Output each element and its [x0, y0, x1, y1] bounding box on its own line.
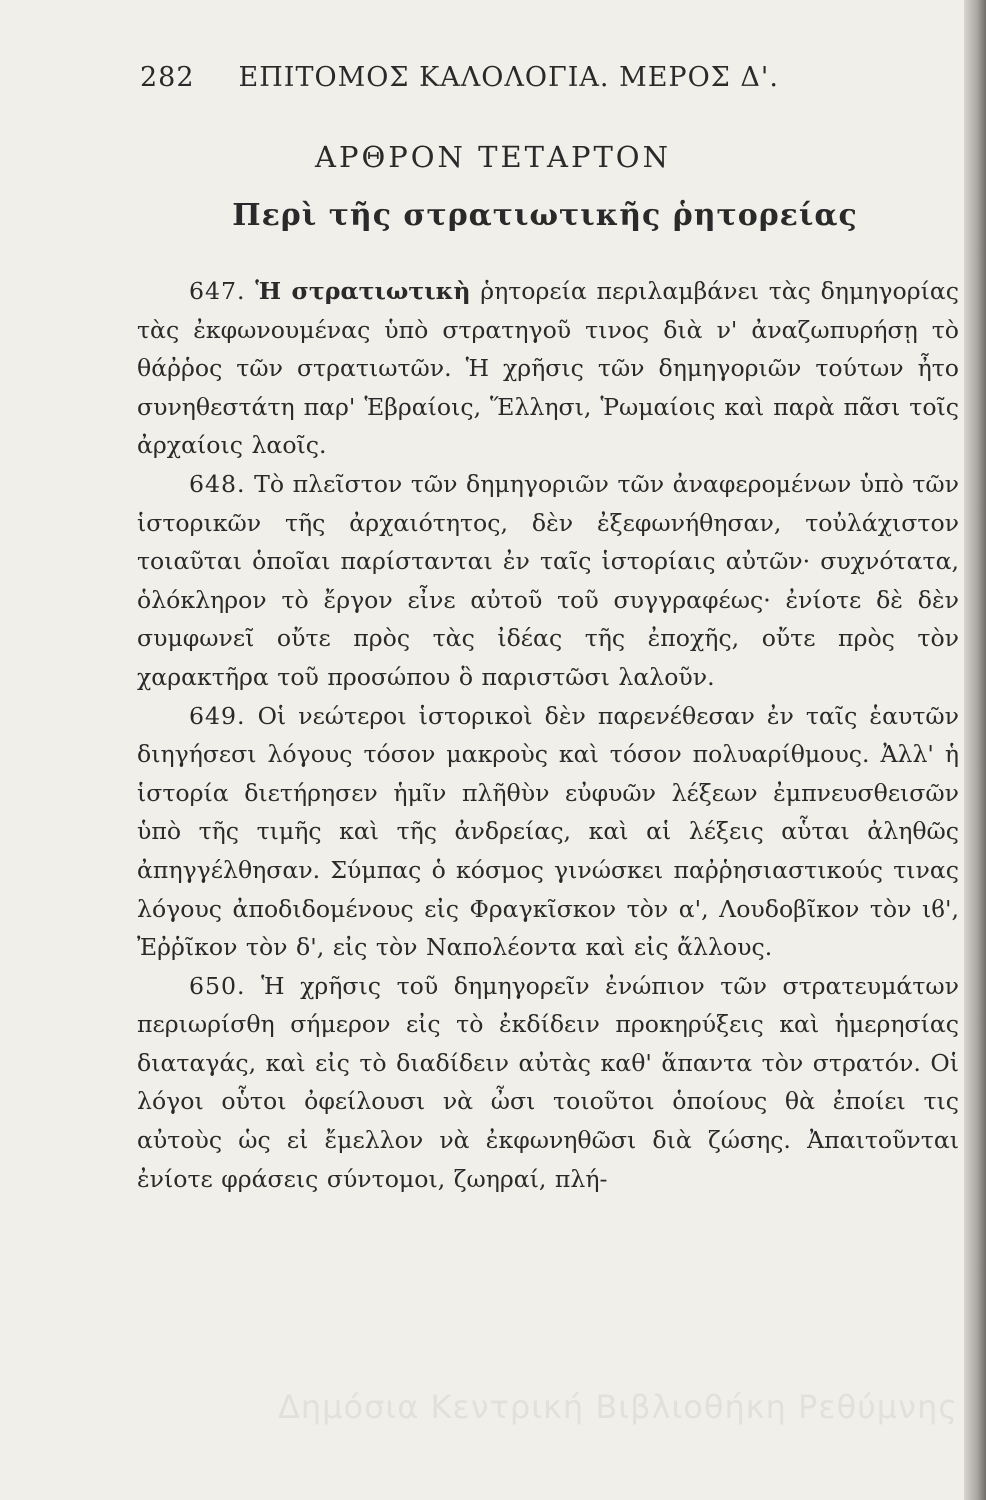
paragraph-text: Ἡ χρῆσις τοῦ δημηγορεῖν ἐνώπιον τῶν στρατευμάτων περιωρίσθη σήμερον εἰς τὸ ἐκδίδειν προκηρύξεις καὶ ἡμερησίας διαταγάς, καὶ εἰς τὸ διαδίδειν αὐτὰς καθ' ἅπαντα τὸν στρατόν. Οἱ λόγοι οὗτοι ὀφείλουσι νὰ ὦσι τοιοῦτοι ὁποίους θὰ ἐποίει τις αὐτοὺς ὡς εἰ ἔμελλον νὰ ἐκφωνηθῶσι διὰ ζώσης. Ἀπαιτοῦνται ἐνίοτε φράσεις σύντομοι, ζωηραί, πλή- — [137, 971, 959, 1193]
emphasized-term: Ἡ στρατιωτικὴ — [255, 277, 471, 305]
running-title: ΕΠΙΤΟΜΟΣ ΚΑΛΟΛΟΓΙΑ. ΜΕΡΟΣ Δ'. — [238, 62, 779, 93]
paragraph-649 — [137, 697, 959, 967]
paragraph-number: 647. — [189, 277, 246, 305]
paragraph-number: 649. — [189, 701, 246, 730]
paragraph-number: 648. — [189, 469, 246, 498]
library-watermark: Δημόσια Κεντρική Βιβλιοθήκη Ρεθύμνης — [277, 1388, 959, 1426]
paragraph-647 — [137, 272, 959, 465]
chapter-title: ΑΡΘΡΟΝ ΤΕΤΑΡΤΟΝ — [315, 140, 671, 174]
paragraph-648 — [137, 465, 959, 697]
paragraph-650 — [137, 967, 959, 1199]
paragraph-number: 650. — [189, 971, 246, 1000]
page-number: 282 — [140, 62, 195, 93]
section-title: Περὶ τῆς στρατιωτικῆς ῥητορείας — [232, 198, 858, 233]
paragraph-text: Οἱ νεώτεροι ἱστορικοὶ δὲν παρενέθεσαν ἐν ταῖς ἑαυτῶν διηγήσεσι λόγους τόσον μακροὺς καὶ τόσον πολυαρίθμους. Ἀλλ' ἡ ἱστορία διετήρησεν ἡμῖν πλῆθὺν εὐφυῶν λέξεων ἐμπνευσθεισῶν ὑπὸ τῆς τιμῆς καὶ τῆς ἀνδρείας, καὶ αἱ λέξεις αὗται ἀληθῶς ἀπηγγέλθησαν. Σύμπας ὁ κόσμος γινώσκει παῤῥησιαστικούς τινας λόγους ἀποδιδομένους εἰς Φραγκῖσκον τὸν α', Λουδοβῖκον τὸν ιϐ', Ἐῤῥῖκον τὸν δ', εἰς τὸν Ναπολέοντα καὶ εἰς ἄλλους. — [137, 701, 959, 962]
body-text — [137, 272, 959, 1198]
paragraph-text: Τὸ πλεῖστον τῶν δημηγοριῶν τῶν ἀναφερομένων ὑπὸ τῶν ἱστορικῶν τῆς ἀρχαιότητος, δὲν ἐξεφωνήθησαν, τοὐλάχιστον τοιαῦται ὁποῖαι παρίστανται ἐν ταῖς ἱστορίαις αὐτῶν· συχνότατα, ὁλόκληρον τὸ ἔργον εἶνε αὐτοῦ τοῦ συγγραφέως· ἐνίοτε δὲ δὲν συμφωνεῖ οὔτε πρὸς τὰς ἰδέας τῆς ἐποχῆς, οὔτε πρὸς τὸν χαρακτῆρα τοῦ προσώπου ὃ παριστῶσι λαλοῦν. — [137, 469, 959, 691]
running-header — [140, 62, 840, 102]
paragraph-text: ῥητορεία περιλαμβάνει τὰς δημηγορίας τὰς ἐκφωνουμένας ὑπὸ στρατηγοῦ τινος διὰ ν' ἀναζωπυρήσῃ τὸ θάῤῥος τῶν στρατιωτῶν. Ἡ χρῆσις τῶν δημηγοριῶν τούτων ἦτο συνηθεστάτη παρ' Ἑβραίοις, Ἕλλησι, Ῥωμαίοις καὶ παρὰ πᾶσι τοῖς ἀρχαίοις λαοῖς. — [137, 277, 959, 460]
